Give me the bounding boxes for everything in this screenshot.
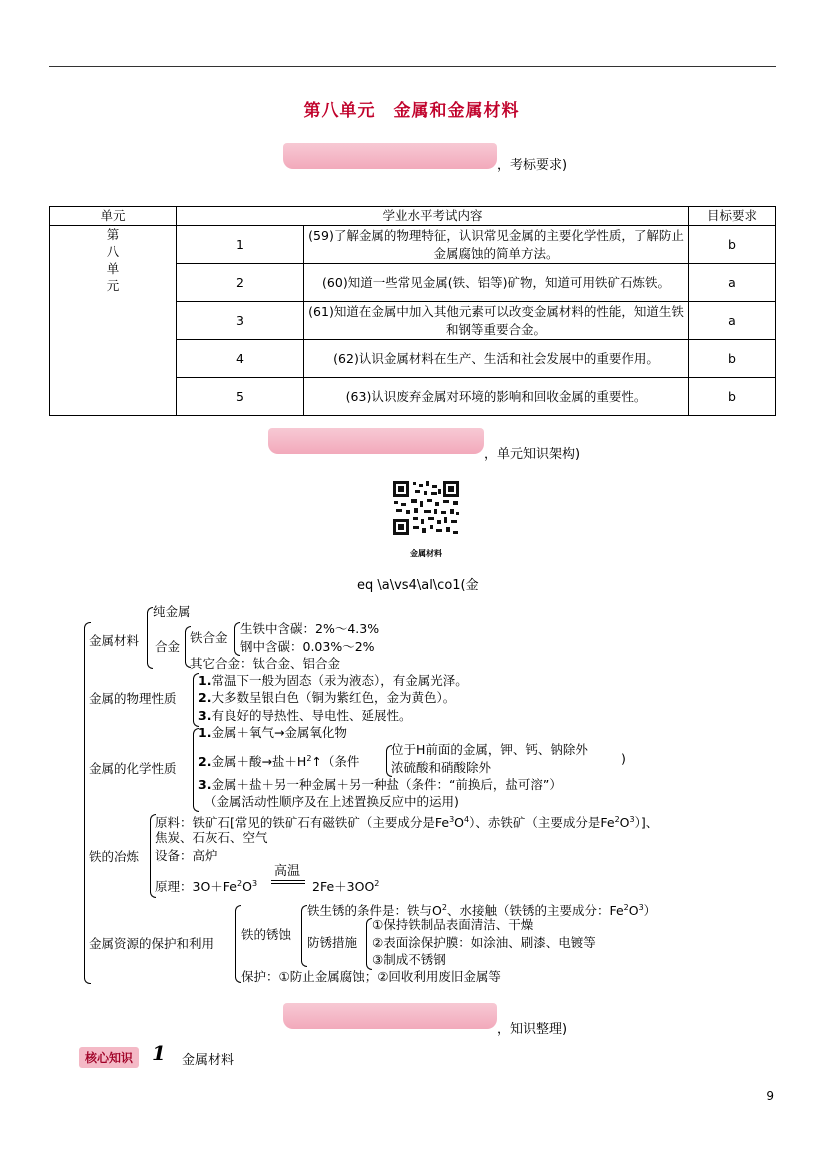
section-banner <box>283 1003 497 1029</box>
page-title: 第八单元 金属和金属材料 <box>303 101 520 121</box>
section-banner <box>283 143 497 169</box>
superscript: 2 <box>623 903 629 912</box>
rust-text: 、水接触（铁锈的主要成分：Fe <box>446 903 624 919</box>
other-alloy: 其它合金：钛合金、铝合金 <box>190 656 341 671</box>
smelting-label: 铁的冶炼 <box>89 849 140 864</box>
superscript: 3 <box>638 903 644 912</box>
physical-item: 有良好的导热性、导电性、延展性。 <box>211 708 412 723</box>
header-unit: 单元 <box>50 207 177 226</box>
row-number: 2 <box>177 264 304 302</box>
core-knowledge-number: 1 <box>152 1041 166 1065</box>
row-content: (61)知道在金属中加入其他元素可以改变金属材料的性能，知道生铁和钢等重要合金。 <box>304 302 689 340</box>
row-number: 4 <box>177 340 304 378</box>
chemical-item: 金属＋盐＋另一种金属＋另一种盐（条件：“前换后，盐可溶”） <box>211 777 562 792</box>
tree-main-brace <box>84 622 91 984</box>
table-header-row <box>50 207 776 226</box>
smelting-equipment: 设备：高炉 <box>155 848 218 863</box>
reaction-equals <box>271 880 305 884</box>
chemical-item: 金属＋氧气→金属氧化物 <box>211 725 347 740</box>
protection-label: 金属资源的保护和利用 <box>89 936 215 951</box>
row-number: 5 <box>177 378 304 416</box>
chemical-note: （金属活动性顺序及在上述置换反应中的运用) <box>204 794 459 809</box>
iron-alloy-label: 铁合金 <box>190 630 228 645</box>
raw-text: O <box>454 815 465 831</box>
item-num: 2. <box>198 690 212 705</box>
row-number: 3 <box>177 302 304 340</box>
qr-caption: 金属材料 <box>410 549 442 558</box>
condition-line: 浓硫酸和硝酸除外 <box>391 760 492 775</box>
item-num: 2. <box>198 754 212 770</box>
item-num: 1. <box>198 673 212 688</box>
measure-item: ②表面涂保护膜：如涂油、刷漆、电镀等 <box>372 935 596 950</box>
item-num: 3. <box>198 708 212 723</box>
subscript: 2 <box>306 754 312 763</box>
unit-cell: 第 八 单 元 <box>50 226 177 416</box>
item-num: 3. <box>198 777 212 792</box>
rust-text: ） <box>643 903 657 919</box>
measure-item: ①保持铁制品表面清洁、干燥 <box>372 917 534 932</box>
rust-text: 铁生锈的条件是：铁与O <box>307 903 442 919</box>
superscript: 3 <box>449 815 455 824</box>
section-banner <box>268 428 484 454</box>
physical-item: 常温下一般为固态（汞为液态），有金属光泽。 <box>211 673 468 688</box>
superscript: 3 <box>629 815 635 824</box>
row-level: b <box>689 340 776 378</box>
close-paren: ) <box>621 751 626 766</box>
row-level: a <box>689 302 776 340</box>
superscript: 2 <box>441 903 447 912</box>
superscript: 2 <box>614 815 620 824</box>
row-content: (62)认识金属材料在生产、生活和社会发展中的重要作用。 <box>304 340 689 378</box>
row-level: a <box>689 264 776 302</box>
principle-text: 原理：3O＋Fe <box>155 879 237 895</box>
principle-right: 2Fe＋3OO <box>312 879 375 895</box>
protection-item: 保护：①防止金属腐蚀；②回收利用废旧金属等 <box>241 969 501 984</box>
physical-item: 大多数呈银白色（铜为紫红色，金为黄色）。 <box>211 690 456 705</box>
pure-metal: 纯金属 <box>153 604 191 619</box>
row-level: b <box>689 226 776 264</box>
core-knowledge-badge: 核心知识 <box>79 1047 139 1068</box>
row-number: 1 <box>177 226 304 264</box>
item-num: 1. <box>198 725 212 740</box>
measures-label: 防锈措施 <box>307 935 358 950</box>
core-topic: 金属材料 <box>182 1053 235 1068</box>
materials-label: 金属材料 <box>89 633 140 648</box>
row-content: (59)了解金属的物理特征，认识常见金属的主要化学性质，了解防止金属腐蚀的简单方法。 <box>304 226 689 264</box>
chemical-item-tail: ↑（条件 <box>311 754 360 770</box>
qr-code-image <box>391 479 461 547</box>
superscript: 3 <box>251 879 258 888</box>
raw-text: ）]、 <box>634 815 659 831</box>
smelting-principle-left <box>155 875 257 895</box>
row-content: (60)知道一些常见金属(铁、铝等)矿物，知道可用铁矿石炼铁。 <box>304 264 689 302</box>
alloy-label: 合金 <box>155 639 181 654</box>
pig-iron-carbon: 生铁中含碳：2%～4.3% <box>240 621 380 636</box>
banner-framework-text: ，单元知识架构) <box>484 447 581 462</box>
eq-field-code: eq \a\vs4\al\co1(金 <box>357 578 479 593</box>
superscript: 2 <box>237 879 243 888</box>
chemical-item: 金属＋酸→盐＋H <box>211 754 307 770</box>
chemical-label: 金属的化学性质 <box>89 761 177 776</box>
top-rule <box>49 66 776 67</box>
rust-text: O <box>628 903 639 919</box>
banner-requirements-text: ，考标要求) <box>497 158 568 173</box>
superscript: 2 <box>374 879 380 888</box>
table-row <box>50 226 776 264</box>
rust-label: 铁的锈蚀 <box>241 927 292 942</box>
raw-text: O <box>619 815 630 831</box>
measure-item: ③制成不锈钢 <box>372 952 446 967</box>
condition-line: 位于H前面的金属，钾、钙、钠除外 <box>391 742 588 757</box>
page-number: 9 <box>766 1089 774 1103</box>
raw-text: ）、赤铁矿（主要成分是Fe <box>469 815 615 831</box>
header-level: 目标要求 <box>689 207 776 226</box>
requirements-table <box>49 206 776 416</box>
header-content: 学业水平考试内容 <box>177 207 689 226</box>
raw-text: 原料：铁矿石[常见的铁矿石有磁铁矿（主要成分是Fe <box>155 815 450 831</box>
physical-label: 金属的物理性质 <box>89 691 177 706</box>
steel-carbon: 钢中含碳：0.03%～2% <box>240 639 375 654</box>
principle-text: O <box>242 879 252 895</box>
banner-knowledge-text: ，知识整理) <box>497 1022 568 1037</box>
row-content: (63)认识废弃金属对环境的影响和回收金属的重要性。 <box>304 378 689 416</box>
smelting-raw2: 焦炭、石灰石、空气 <box>155 830 268 845</box>
reaction-condition: 高温 <box>274 864 301 879</box>
superscript: 4 <box>464 815 470 824</box>
row-level: b <box>689 378 776 416</box>
